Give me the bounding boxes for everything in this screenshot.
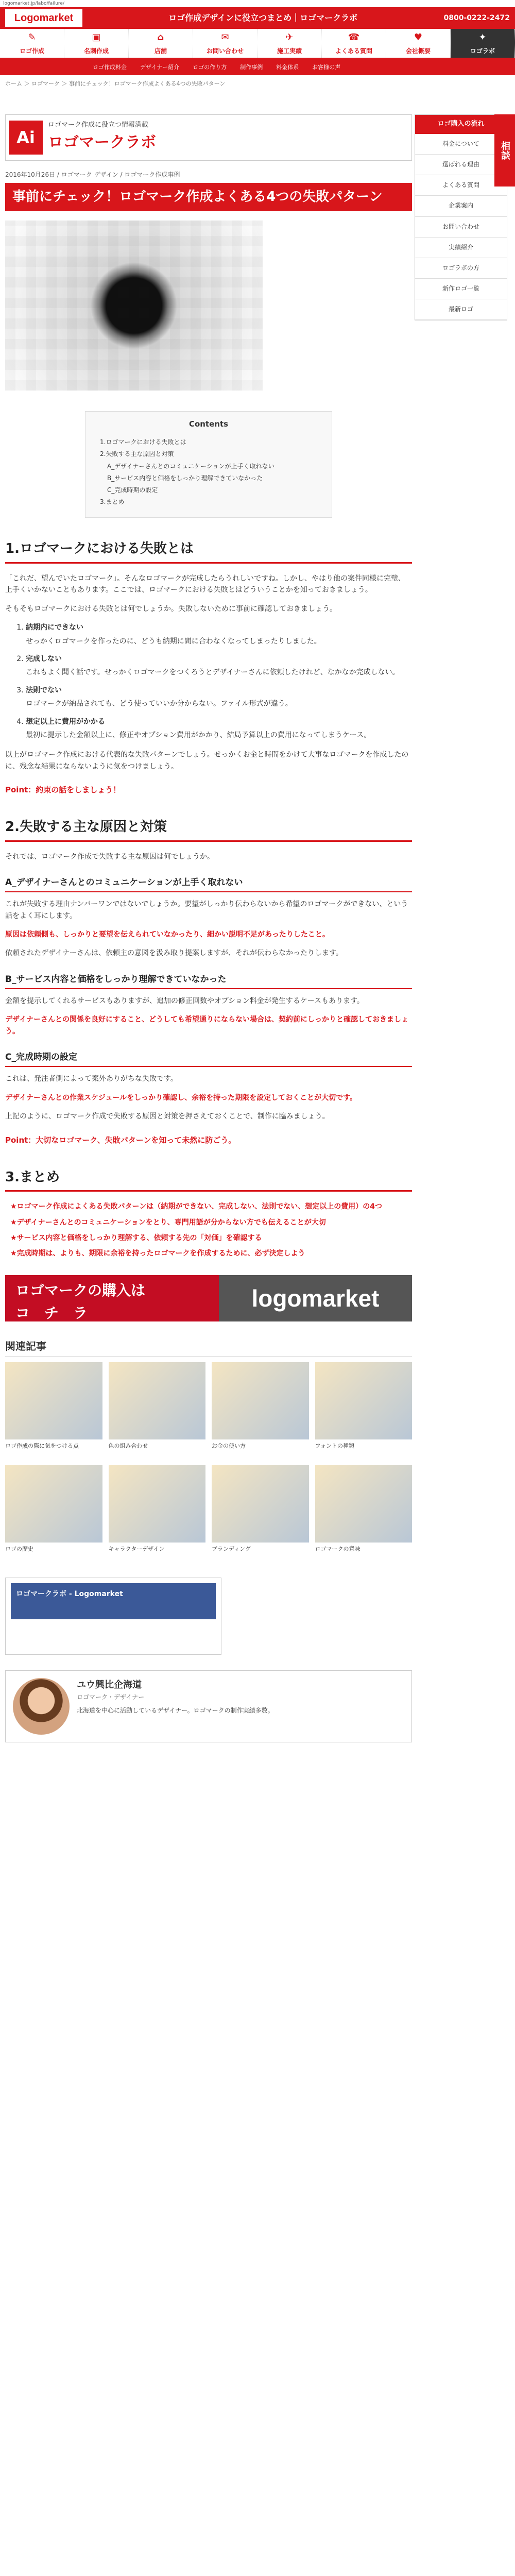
thumbnail-image xyxy=(109,1362,206,1439)
avatar xyxy=(13,1678,70,1735)
related-heading: 関連記事 xyxy=(5,1338,412,1357)
header-catchphrase: ロゴ作成デザインに役立つまとめ｜ロゴマークラボ xyxy=(168,13,358,23)
cta-logo-text: logomarket xyxy=(219,1275,412,1321)
sub-nav xyxy=(0,60,515,75)
toc-item[interactable]: 2.失敗する主な原因と対策 xyxy=(100,450,174,458)
lab-banner[interactable] xyxy=(5,114,412,161)
related-card[interactable]: キャラクターデザイン xyxy=(109,1465,206,1562)
toc-item[interactable]: B_サービス内容と価格をしっかり理解できていなかった xyxy=(107,474,263,482)
paragraph: それでは、ロゴマーク作成で失敗する主な原因は何でしょうか。 xyxy=(5,852,214,861)
purchase-cta-banner[interactable] xyxy=(5,1275,412,1321)
related-card[interactable]: フォントの種類 xyxy=(315,1362,413,1459)
sidebar-item[interactable]: 新作ロゴ一覧 xyxy=(415,279,507,299)
point-callout: Point：約束の話をしましょう！ xyxy=(5,785,121,795)
summary-item: ★ロゴマーク作成によくある失敗パターンは（納期ができない、完成しない、法則でない、想定以上の費用）の4つ xyxy=(10,1202,383,1211)
subnav-item[interactable]: お客様の声 xyxy=(312,64,341,71)
paragraph: 依頼されたデザイナーさんは、依頼主の意図を汲み取り提案しますが、それが伝わらなかったりします。 xyxy=(5,949,343,958)
facebook-widget[interactable] xyxy=(5,1578,221,1655)
banner-subtitle: ロゴマーク作成に役立つ情報満載 xyxy=(48,121,149,129)
facebook-page-name: ロゴマークラボ - Logomarket xyxy=(11,1583,216,1619)
author-name: ユウ興比企海道 xyxy=(77,1679,142,1690)
banner-title: ロゴマークラボ xyxy=(48,133,156,152)
nav-item[interactable]: ✈ 施工実績 xyxy=(258,29,322,58)
subnav-item[interactable]: ロゴ作成料金 xyxy=(93,64,127,71)
sidebar-item[interactable]: ロゴラボの方 xyxy=(415,258,507,279)
paragraph: 以上がロゴマーク作成における代表的な失敗パターンでしょう。せっかくお金と時間をかけて大事なロゴマークを作成したのに、残念な結果にならないように気をつけましょう。 xyxy=(5,751,409,771)
nav-item[interactable]: ✎ ロゴ作成 xyxy=(0,29,64,58)
table-of-contents xyxy=(85,411,332,518)
thumbnail-image xyxy=(315,1362,413,1439)
card-icon: ▣ xyxy=(92,32,101,43)
sidebar-item[interactable]: お問い合わせ xyxy=(415,217,507,238)
article-title: 事前にチェック！ロゴマーク作成よくある4つの失敗パターン xyxy=(5,183,412,211)
site-logo[interactable]: Logomarket xyxy=(5,9,82,27)
mail-icon: ✉ xyxy=(221,32,229,43)
related-card[interactable]: お金の使い方 xyxy=(212,1362,309,1459)
star-icon: ✦ xyxy=(478,32,487,43)
related-card[interactable]: 色の組み合わせ xyxy=(109,1362,206,1459)
page-url: logomarket.jp/labo/failure/ xyxy=(3,1,64,6)
paragraph: これが失敗する理由ナンバーワンではないでしょうか。要望がしっかり伝わらないから希望のロゴマークができない、という話をよく耳にします。 xyxy=(5,900,408,920)
toc-item[interactable]: A_デザイナーさんとのコミュニケーションが上手く取れない xyxy=(107,462,274,470)
subnav-item[interactable]: デザイナー紹介 xyxy=(140,64,180,71)
list-item: 3. 法則でない ロゴマークが納品されても、どう使っていいか分からない。ファイル形式が違う。 xyxy=(26,685,412,710)
sidebar-item[interactable]: 料金について xyxy=(415,134,507,155)
sidebar-item[interactable]: 企業案内 xyxy=(415,196,507,216)
plane-icon: ✈ xyxy=(285,32,294,43)
main-content xyxy=(5,114,412,1742)
summary-item: ★サービス内容と価格をしっかり理解する、依頼する先の「対価」を確認する xyxy=(10,1233,262,1242)
related-card[interactable]: ロゴマークの意味 xyxy=(315,1465,413,1562)
subnav-item[interactable]: 料金体系 xyxy=(276,64,299,71)
failure-list xyxy=(26,622,412,741)
sidebar-menu xyxy=(415,114,507,320)
sidebar-head[interactable]: ロゴ購入の流れ xyxy=(415,115,507,134)
paragraph: 金額を提示してくれるサービスもありますが、追加の修正回数やオプション料金が発生するケースもあります。 xyxy=(5,997,364,1005)
author-role: ロゴマーク・デザイナー xyxy=(77,1693,145,1701)
nav-item[interactable]: ♥ 会社概要 xyxy=(386,29,451,58)
highlight-text: デザイナーさんとの関係を良好にすること、どうしても希望通りにならない場合は、契約前にしっかりと確認しておきましょう。 xyxy=(5,1015,409,1036)
global-nav xyxy=(0,29,515,60)
paragraph: 「これだ、望んでいたロゴマーク」。そんなロゴマークが完成したらうれしいですね。しかし、やはり他の案件同様に完璧、上手くいかないこともあります。ここでは、ロゴマークにおける失敗とはどういうことかを知っておきましょう。 xyxy=(5,574,405,595)
paragraph: これは、発注者側によって案外ありがちな失敗です。 xyxy=(5,1075,178,1083)
thumbnail-image xyxy=(315,1465,413,1543)
sidebar-item[interactable]: 実績紹介 xyxy=(415,238,507,258)
sidebar-item[interactable]: 最新ロゴ xyxy=(415,299,507,320)
list-item: 2. 完成しない これもよく聞く話です。せっかくロゴマークをつくろうとデザイナーさんに依頼したけれど、なかなか完成しない。 xyxy=(26,653,412,679)
nav-item[interactable]: ⌂ 店舗 xyxy=(129,29,193,58)
eyecatch-image xyxy=(5,221,263,391)
nav-item[interactable]: ✉ お問い合わせ xyxy=(193,29,258,58)
toc-item[interactable]: 1.ロゴマークにおける失敗とは xyxy=(100,438,186,446)
toc-item[interactable]: 3.まとめ xyxy=(100,498,125,506)
toc-title: Contents xyxy=(188,419,229,429)
summary-list xyxy=(10,1201,412,1260)
phone-icon: ☎ xyxy=(348,32,360,43)
thumbnail-image xyxy=(5,1362,102,1439)
subnav-item[interactable]: 制作事例 xyxy=(240,64,263,71)
ai-badge-icon: Ai xyxy=(9,121,43,155)
logo-icon: ✎ xyxy=(28,32,36,43)
nav-item[interactable]: ☎ よくある質問 xyxy=(322,29,386,58)
thumbnail-image xyxy=(109,1465,206,1543)
consult-float-tab[interactable]: 相談 xyxy=(494,114,515,187)
sidebar-item[interactable]: よくある質問 xyxy=(415,175,507,196)
store-icon: ⌂ xyxy=(157,32,164,43)
related-grid xyxy=(5,1362,412,1562)
thumbnail-image xyxy=(212,1465,309,1543)
related-card[interactable]: ブランディング xyxy=(212,1465,309,1562)
summary-item: ★完成時期は、よりも、期限に余裕を持ったロゴマークを作成するために、必ず決定しよう xyxy=(10,1249,305,1258)
breadcrumb[interactable]: ホーム ＞ ロゴマーク ＞ 事前にチェック！ロゴマーク作成よくある4つの失敗パターン xyxy=(5,80,226,87)
related-card[interactable]: ロゴの歴史 xyxy=(5,1465,102,1562)
subsection-heading: C_完成時期の設定 xyxy=(5,1050,412,1067)
related-card[interactable]: ロゴ作成の際に気をつける点 xyxy=(5,1362,102,1459)
subsection-heading: A_デザイナーさんとのコミュニケーションが上手く取れない xyxy=(5,876,412,892)
subsection-heading: B_サービス内容と価格をしっかり理解できていなかった xyxy=(5,973,412,989)
thumbnail-image xyxy=(212,1362,309,1439)
author-bio: 北海道を中心に活動しているデザイナー。ロゴマークの制作実績多数。 xyxy=(77,1706,274,1714)
author-box xyxy=(5,1670,412,1742)
site-header xyxy=(0,7,515,29)
section-heading: 2.失敗する主な原因と対策 xyxy=(5,817,412,842)
nav-item[interactable]: ✦ ロゴラボ xyxy=(451,29,515,58)
list-item: 4. 想定以上に費用がかかる 最初に提示した金額以上に、修正やオプション費用がかかり、結局予算以上の費用になってしまうケース。 xyxy=(26,716,412,741)
article-meta: 2016年10月26日 / ロゴマーク デザイン / ロゴマーク作成事例 xyxy=(5,171,180,178)
sidebar xyxy=(415,114,507,320)
paragraph: 上記のように、ロゴマーク作成で失敗する原因と対策を押さえておくことで、制作に臨みましょう。 xyxy=(5,1112,330,1121)
heart-icon: ♥ xyxy=(414,32,423,43)
thumbnail-image xyxy=(5,1465,102,1543)
header-phone[interactable]: 0800-0222-2472 xyxy=(443,13,510,22)
list-item: 1. 納期内にできない せっかくロゴマークを作ったのに、どうも納期に間に合わなくなってしまったりしました。 xyxy=(26,622,412,647)
cta-left-text: ロゴマークの購入は コ チ ラ xyxy=(5,1275,219,1321)
paragraph: そもそもロゴマークにおける失敗とは何でしょうか。失敗しないために事前に確認しておきましょう。 xyxy=(5,604,337,613)
sidebar-item[interactable]: 選ばれる理由 xyxy=(415,155,507,175)
summary-item: ★デザイナーさんとのコミュニケーションをとり、専門用語が分からない方でも伝えることが大切 xyxy=(10,1218,326,1227)
point-callout: Point：大切なロゴマーク、失敗パターンを知って未然に防ごう。 xyxy=(5,1135,236,1145)
highlight-text: デザイナーさんとの作業スケジュールをしっかり確認し、余裕を持った期限を設定しておくことが大切です。 xyxy=(5,1093,357,1102)
section-heading: 3.まとめ xyxy=(5,1167,412,1192)
subnav-item[interactable]: ロゴの作り方 xyxy=(193,64,227,71)
section-heading: 1.ロゴマークにおける失敗とは xyxy=(5,538,412,564)
highlight-text: 原因は依頼側も、しっかりと要望を伝えられていなかったり、細かい説明不足があったりしたこと。 xyxy=(5,930,330,939)
toc-item[interactable]: C_完成時期の設定 xyxy=(107,486,158,494)
nav-item[interactable]: ▣ 名刺作成 xyxy=(64,29,129,58)
